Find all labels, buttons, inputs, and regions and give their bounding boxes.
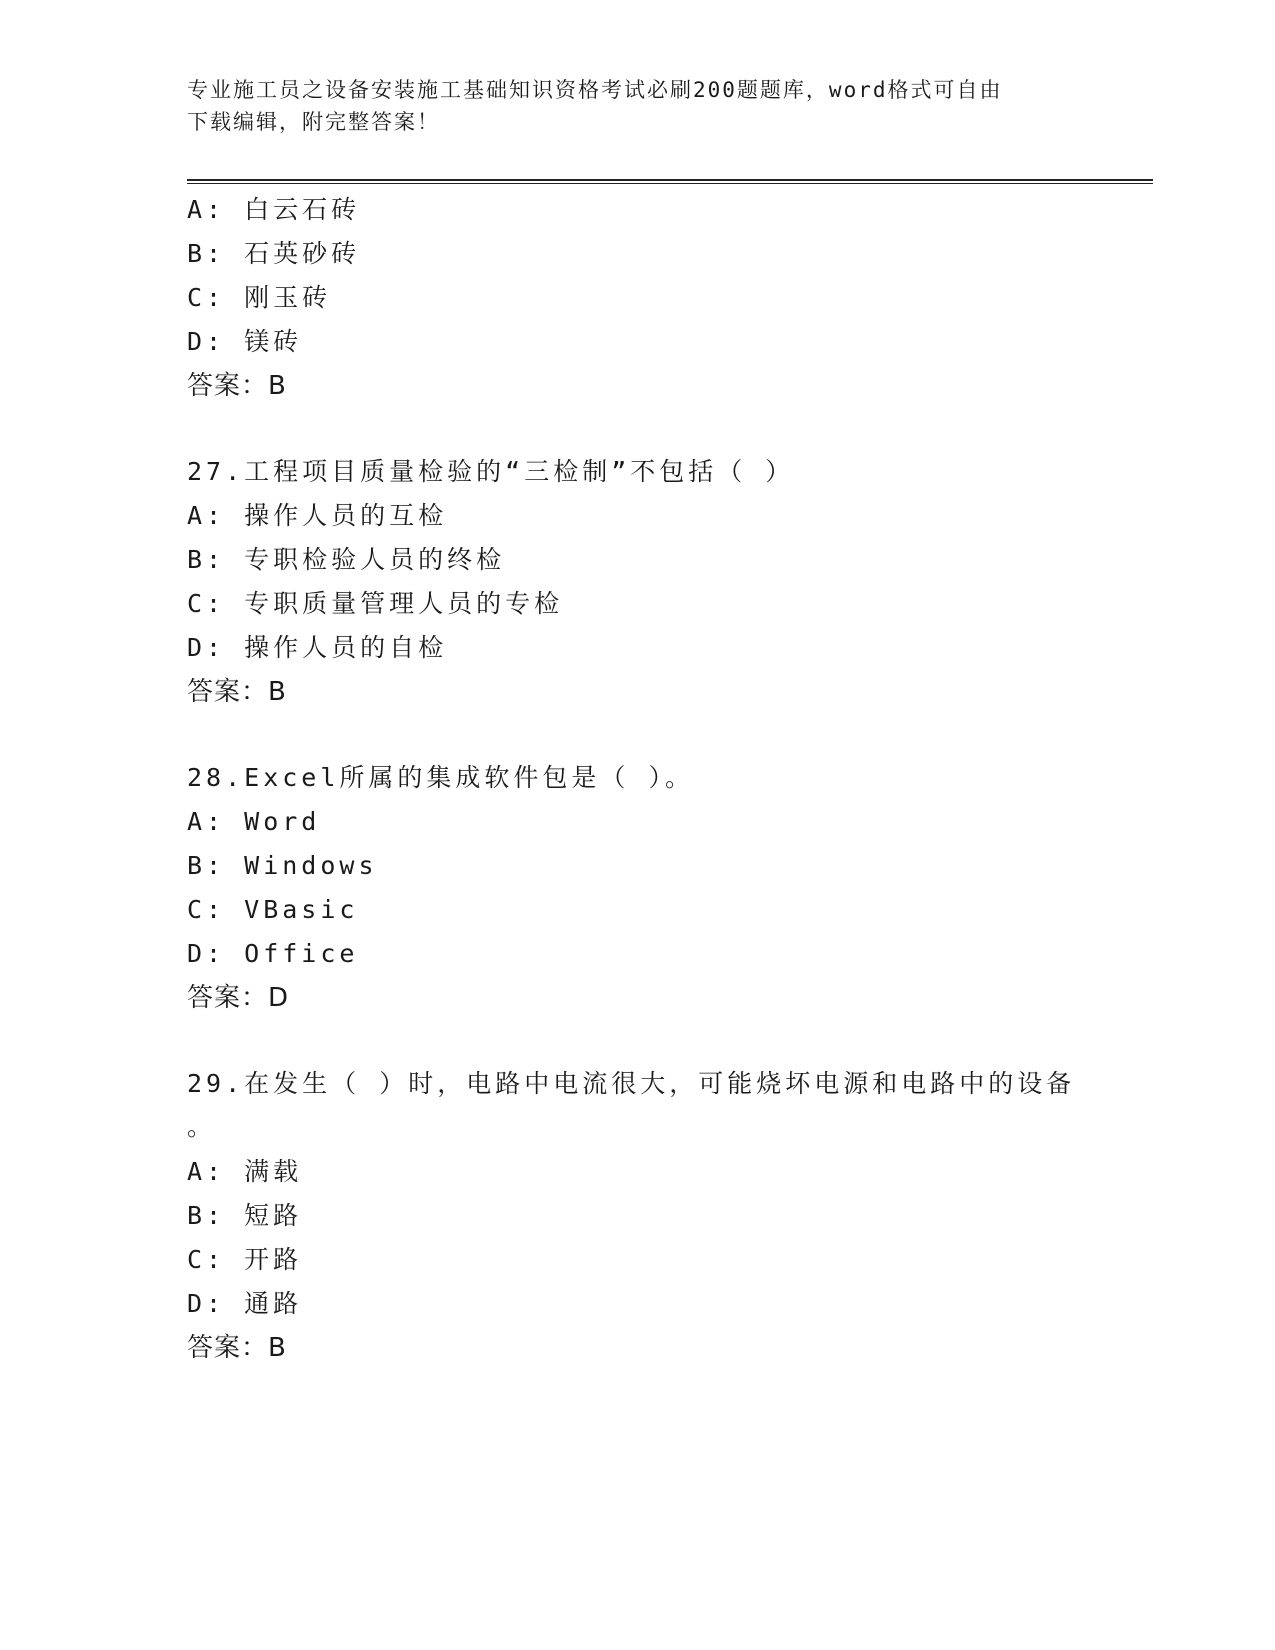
q27-answer: 答案：B xyxy=(187,677,287,707)
q27-option-a: A: 操作人员的互检 xyxy=(187,501,448,530)
q28-option-b: B: Windows xyxy=(187,851,378,880)
q29-option-a: A: 满载 xyxy=(187,1157,303,1186)
q26-option-c: C: 刚玉砖 xyxy=(187,283,332,312)
q29-question-line2: 。 xyxy=(187,1112,217,1141)
q28-option-a: A: Word xyxy=(187,807,321,836)
header-title-line1: 专业施工员之设备安装施工基础知识资格考试必刷200题题库，word格式可自由 xyxy=(187,78,1003,102)
q29-answer: 答案：B xyxy=(187,1333,287,1363)
q28-answer: 答案：D xyxy=(187,983,290,1013)
q29-option-b: B: 短路 xyxy=(187,1201,303,1230)
q27-option-b: B: 专职检验人员的终检 xyxy=(187,545,506,574)
q26-answer: 答案：B xyxy=(187,371,287,401)
q26-option-d: D: 镁砖 xyxy=(187,327,303,356)
header-divider-thin xyxy=(187,183,1153,184)
q27-question: 27.工程项目质量检验的“三检制”不包括（ ） xyxy=(187,457,795,486)
q26-option-b: B: 石英砂砖 xyxy=(187,239,361,268)
q27-option-c: C: 专职质量管理人员的专检 xyxy=(187,589,564,618)
q29-option-d: D: 通路 xyxy=(187,1289,303,1318)
q29-question-line1: 29.在发生（ ）时，电路中电流很大，可能烧坏电源和电路中的设备 xyxy=(187,1069,1076,1098)
document-header xyxy=(187,74,1067,138)
header-divider-thick xyxy=(187,179,1153,181)
q29-option-c: C: 开路 xyxy=(187,1245,303,1274)
q26-option-a: A: 白云石砖 xyxy=(187,195,361,224)
q28-option-c: C: VBasic xyxy=(187,895,359,924)
q27-option-d: D: 操作人员的自检 xyxy=(187,633,448,662)
header-title-line2: 下载编辑，附完整答案！ xyxy=(187,110,440,134)
q28-option-d: D: Office xyxy=(187,939,359,968)
q28-question: 28.Excel所属的集成软件包是（ ）。 xyxy=(187,763,694,792)
